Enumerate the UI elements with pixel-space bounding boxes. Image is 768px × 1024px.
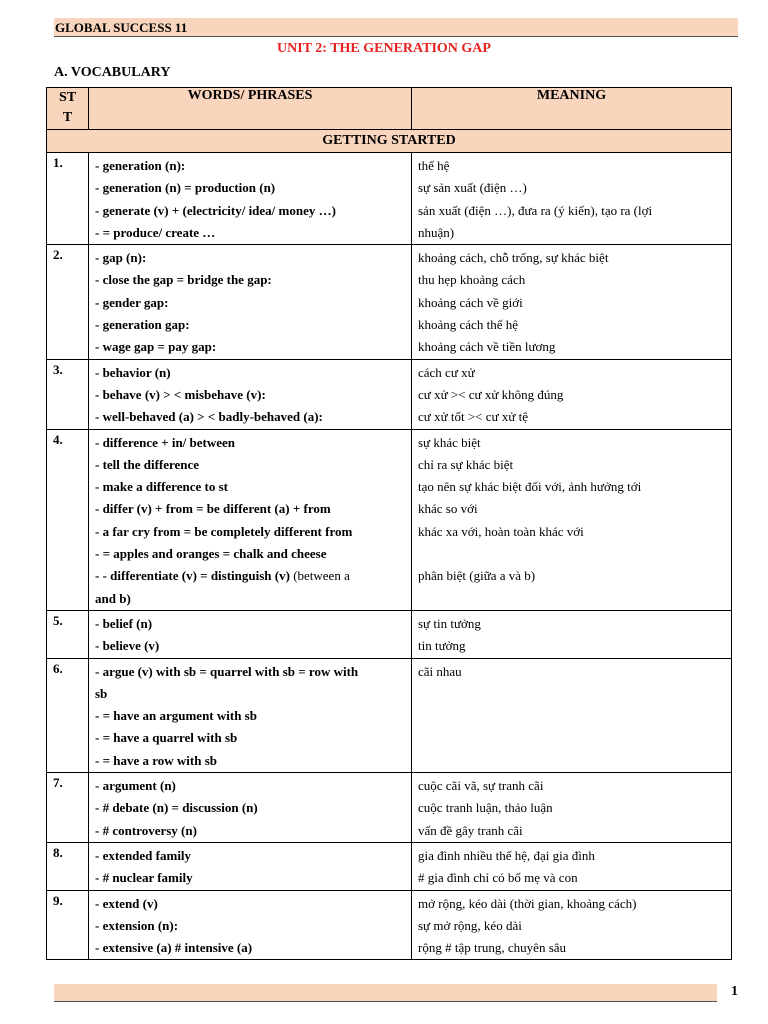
row-words [89, 429, 412, 610]
footer-bar [54, 984, 717, 1002]
book-title: GLOBAL SUCCESS 11 [55, 20, 188, 35]
meaning-line: gia đình nhiều thế hệ, đại gia đình [418, 847, 595, 863]
row-number: 9. [47, 890, 89, 960]
meaning-line [418, 543, 729, 565]
page-number: 1 [731, 984, 738, 999]
word-line: - - differentiate (v) = distinguish (v) (between a [95, 568, 350, 584]
meaning-line: nhuận) [418, 224, 455, 240]
meaning-line: cư xử tốt >< cư xử tệ [418, 409, 528, 425]
table-row [47, 610, 732, 658]
row-words [89, 245, 412, 359]
meaning-line: mở rộng, kéo dài (thời gian, khoảng cách) [418, 895, 637, 911]
row-words [89, 153, 412, 245]
word-line: - gap (n): [95, 250, 147, 266]
word-line: - = apples and oranges = chalk and cheese [95, 546, 327, 562]
section-row [47, 130, 732, 153]
row-number: 5. [47, 610, 89, 658]
word-line: - generate (v) + (electricity/ idea/ money …) [95, 202, 336, 218]
table-row [47, 429, 732, 610]
meaning-line: cuộc cãi vã, sự tranh cãi [418, 778, 544, 794]
word-line: - believe (v) [95, 638, 160, 654]
meaning-line: rộng # tập trung, chuyên sâu [418, 940, 567, 956]
word-line: - wage gap = pay gap: [95, 339, 217, 355]
row-meaning [412, 359, 732, 429]
meaning-line: khoảng cách thế hệ [418, 317, 518, 333]
word-line: and b) [95, 590, 131, 606]
row-words [89, 773, 412, 843]
word-line: - argument (n) [95, 778, 176, 794]
row-number: 4. [47, 429, 89, 610]
row-number: 6. [47, 658, 89, 772]
row-meaning [412, 245, 732, 359]
row-meaning [412, 842, 732, 890]
meaning-line: thế hệ [418, 158, 450, 173]
row-meaning [412, 773, 732, 843]
meaning-line: sự tin tưởng [418, 615, 481, 631]
col-header-stt: ST T [47, 88, 89, 130]
meaning-line: khác so với [418, 501, 478, 517]
meaning-line: cư xử >< cư xử không đúng [418, 386, 564, 402]
word-line: - close the gap = bridge the gap: [95, 272, 272, 288]
word-line: - # nuclear family [95, 870, 193, 886]
word-line: - argue (v) with sb = quarrel with sb = row with [95, 663, 359, 679]
section-title: A. VOCABULARY [54, 65, 171, 80]
vocabulary-table [46, 87, 732, 960]
word-line: - = have a row with sb [95, 752, 218, 768]
word-line: - well-behaved (a) > < badly-behaved (a): [95, 409, 323, 425]
meaning-line: cách cư xử [418, 364, 475, 380]
meaning-line: sự sản xuất (điện …) [418, 180, 527, 196]
word-line: - extend (v) [95, 895, 158, 911]
meaning-line: cãi nhau [418, 663, 462, 679]
table-row [47, 890, 732, 960]
meaning-line: vấn đề gây tranh cãi [418, 822, 523, 838]
meaning-line: sản xuất (điện …), đưa ra (ý kiến), tạo ra (lợi [418, 202, 653, 218]
table-row [47, 658, 732, 772]
col-header-words: WORDS/ PHRASES [89, 88, 412, 130]
row-meaning [412, 610, 732, 658]
word-line: - = have an argument with sb [95, 708, 257, 724]
table-row [47, 359, 732, 429]
word-line: - # debate (n) = discussion (n) [95, 800, 258, 816]
meaning-line: tin tưởng [418, 638, 466, 654]
col-header-meaning: MEANING [412, 88, 732, 130]
meaning-line: # gia đình chỉ có bố mẹ và con [418, 870, 578, 886]
row-number: 3. [47, 359, 89, 429]
word-line: - make a difference to st [95, 479, 228, 495]
row-number: 2. [47, 245, 89, 359]
word-line: - tell the difference [95, 456, 200, 472]
word-line: - = have a quarrel with sb [95, 730, 238, 746]
word-line: - behavior (n) [95, 364, 171, 380]
row-number: 8. [47, 842, 89, 890]
word-line: - extensive (a) # intensive (a) [95, 940, 253, 956]
word-line: - extension (n): [95, 917, 179, 933]
meaning-line: sự mở rộng, kéo dài [418, 917, 522, 933]
meaning-line: sự khác biệt [418, 434, 481, 450]
table-header-row [47, 88, 732, 130]
table-body [47, 153, 732, 960]
row-number: 1. [47, 153, 89, 245]
table-row [47, 153, 732, 245]
meaning-line: cuộc tranh luận, thảo luận [418, 800, 553, 816]
word-line: - differ (v) + from = be different (a) + from [95, 501, 331, 517]
row-words [89, 658, 412, 772]
word-line: - # controversy (n) [95, 822, 197, 838]
meaning-line: chỉ ra sự khác biệt [418, 456, 514, 472]
meaning-line: tạo nên sự khác biệt đối với, ảnh hưởng tới [418, 479, 642, 495]
table-row [47, 245, 732, 359]
meaning-line: khoảng cách về tiền lương [418, 339, 556, 355]
header-bar [54, 18, 738, 37]
word-line: - extended family [95, 847, 192, 863]
word-line: - gender gap: [95, 294, 169, 310]
row-meaning [412, 153, 732, 245]
word-line: - generation gap: [95, 317, 190, 333]
row-meaning [412, 890, 732, 960]
row-words [89, 359, 412, 429]
word-line: - generation (n) = production (n) [95, 180, 276, 196]
row-words [89, 842, 412, 890]
meaning-line: khoảng cách, chỗ trống, sự khác biệt [418, 250, 609, 266]
table-row [47, 773, 732, 843]
row-meaning [412, 658, 732, 772]
word-line: sb [95, 685, 108, 701]
meaning-line: khác xa với, hoàn toàn khác với [418, 523, 584, 539]
word-line: - = produce/ create … [95, 224, 216, 240]
meaning-line: thu hẹp khoảng cách [418, 272, 526, 288]
meaning-line: khoảng cách về giới [418, 294, 523, 310]
word-line: - belief (n) [95, 615, 153, 631]
row-number: 7. [47, 773, 89, 843]
row-meaning [412, 429, 732, 610]
word-line: - a far cry from = be completely different from [95, 523, 353, 539]
word-line: - difference + in/ between [95, 434, 236, 450]
word-line: - behave (v) > < misbehave (v): [95, 386, 266, 402]
meaning-line: phân biệt (giữa a và b) [418, 568, 536, 584]
section-label: GETTING STARTED [47, 130, 732, 153]
unit-title: UNIT 2: THE GENERATION GAP [277, 41, 491, 56]
table-row [47, 842, 732, 890]
word-line: - generation (n): [95, 158, 186, 173]
row-words [89, 890, 412, 960]
row-words [89, 610, 412, 658]
